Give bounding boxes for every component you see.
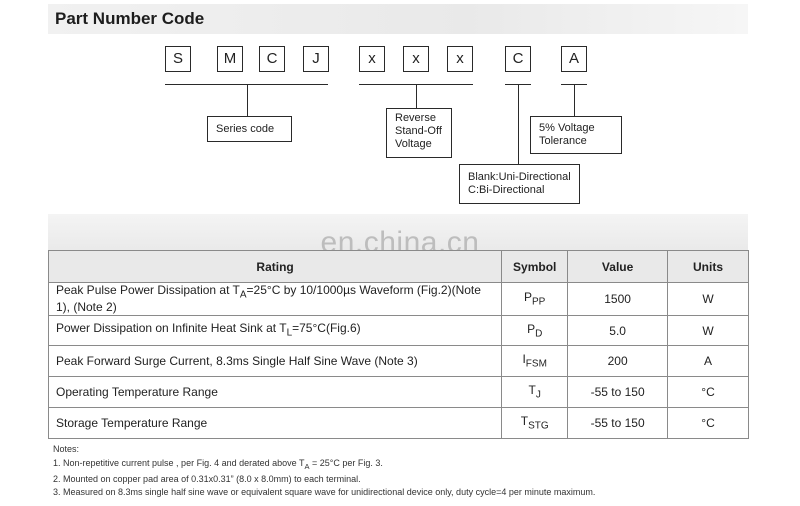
rating-cell bbox=[49, 283, 502, 316]
code-box-m: M bbox=[217, 46, 243, 72]
unit-cell: °C bbox=[668, 377, 749, 408]
note-2: 2. Mounted on copper pad area of 0.31x0.31” (8.0 x 8.0mm) to each terminal. bbox=[53, 473, 361, 484]
rating-cell: Storage Temperature Range bbox=[49, 408, 502, 439]
section-title: Part Number Code bbox=[55, 9, 205, 28]
reverse-text: Reverse bbox=[395, 112, 436, 124]
series-code-label bbox=[207, 116, 292, 142]
rating-text-cont: =25°C by 10/1000µs Waveform (Fig.2)(Note 1), (Note 2) bbox=[56, 282, 481, 315]
unit-cell: W bbox=[668, 283, 749, 316]
code-box-c-direction: C bbox=[505, 46, 531, 72]
series-connector bbox=[247, 84, 248, 117]
col-header-value: Value bbox=[568, 251, 668, 283]
table-row bbox=[49, 316, 749, 346]
reverse-standoff-voltage-label bbox=[386, 108, 452, 158]
direction-connector bbox=[518, 84, 519, 164]
rating-text: Power Dissipation on Infinite Heat Sink at T bbox=[56, 320, 287, 335]
unit-cell: °C bbox=[668, 408, 749, 439]
rating-cell bbox=[49, 316, 502, 346]
code-box-x1: x bbox=[359, 46, 385, 72]
code-box-x2: x bbox=[403, 46, 429, 72]
code-box-c: C bbox=[259, 46, 285, 72]
watermark: en.china.cn bbox=[320, 226, 480, 259]
note-3: 3. Measured on 8.3ms single half sine wave or equivalent square wave for unidirectional device only, duty cycle=4 per minute maximum. bbox=[53, 487, 596, 498]
unit-cell: W bbox=[668, 316, 749, 346]
symbol-text: T bbox=[528, 383, 536, 398]
uni-directional-text: Blank:Uni-Directional bbox=[468, 171, 571, 183]
voltage-connector bbox=[416, 84, 417, 109]
unit-cell: A bbox=[668, 346, 749, 377]
col-header-rating: Rating bbox=[49, 251, 502, 283]
tolerance-line-2: Tolerance bbox=[539, 135, 587, 147]
note-1 bbox=[53, 457, 595, 473]
symbol-text: T bbox=[520, 414, 529, 429]
symbol-subscript: D bbox=[535, 328, 543, 340]
table-row bbox=[49, 346, 749, 377]
tolerance-connector bbox=[574, 84, 575, 116]
rating-subscript: L bbox=[286, 327, 293, 339]
symbol-cell bbox=[502, 408, 568, 439]
note-1-text: 1. Non-repetitive current pulse , per Fig. 4 and derated above T bbox=[53, 457, 305, 468]
rating-text: Peak Pulse Power Dissipation at T bbox=[56, 282, 240, 297]
value-cell: 5.0 bbox=[568, 316, 668, 346]
symbol-subscript: STG bbox=[528, 420, 549, 432]
rating-text-cont: =75°C(Fig.6) bbox=[292, 320, 361, 335]
series-code-text: Series code bbox=[216, 123, 275, 135]
rating-cell: Peak Forward Surge Current, 8.3ms Single Half Sine Wave (Note 3) bbox=[49, 346, 502, 377]
value-cell: -55 to 150 bbox=[568, 377, 668, 408]
value-cell: 200 bbox=[568, 346, 668, 377]
symbol-cell bbox=[502, 346, 568, 377]
code-box-x3: x bbox=[447, 46, 473, 72]
symbol-cell bbox=[502, 377, 568, 408]
value-cell: -55 to 150 bbox=[568, 408, 668, 439]
notes-heading: Notes: bbox=[53, 444, 80, 454]
symbol-subscript: FSM bbox=[525, 358, 547, 370]
standoff-text: Stand-Off bbox=[395, 125, 442, 137]
bi-directional-text: C:Bi-Directional bbox=[468, 184, 545, 196]
symbol-subscript: J bbox=[535, 389, 541, 401]
code-box-j: J bbox=[303, 46, 329, 72]
symbol-cell bbox=[502, 283, 568, 316]
col-header-symbol: Symbol bbox=[502, 251, 568, 283]
col-header-units: Units bbox=[668, 251, 749, 283]
table-header-row bbox=[49, 251, 749, 283]
voltage-text: Voltage bbox=[395, 138, 432, 150]
value-cell: 1500 bbox=[568, 283, 668, 316]
symbol-text: P bbox=[527, 321, 536, 336]
notes-block bbox=[53, 443, 595, 500]
symbol-subscript: PP bbox=[532, 296, 546, 308]
code-box-a-tolerance: A bbox=[561, 46, 587, 72]
rating-cell: Operating Temperature Range bbox=[49, 377, 502, 408]
note-1-text-cont: = 25°C per Fig. 3. bbox=[309, 457, 383, 468]
rating-subscript: A bbox=[239, 289, 247, 301]
symbol-text: P bbox=[524, 290, 533, 305]
symbol-text: I bbox=[522, 352, 526, 367]
tolerance-line-1: 5% Voltage bbox=[539, 122, 595, 134]
code-box-s: S bbox=[165, 46, 191, 72]
table-row bbox=[49, 377, 749, 408]
table-row bbox=[49, 283, 749, 316]
section-header bbox=[48, 4, 748, 34]
ratings-table bbox=[48, 250, 749, 439]
note-1-subscript: A bbox=[304, 461, 310, 471]
symbol-cell bbox=[502, 316, 568, 346]
direction-label bbox=[459, 164, 580, 204]
voltage-tolerance-label bbox=[530, 116, 622, 154]
table-row bbox=[49, 408, 749, 439]
